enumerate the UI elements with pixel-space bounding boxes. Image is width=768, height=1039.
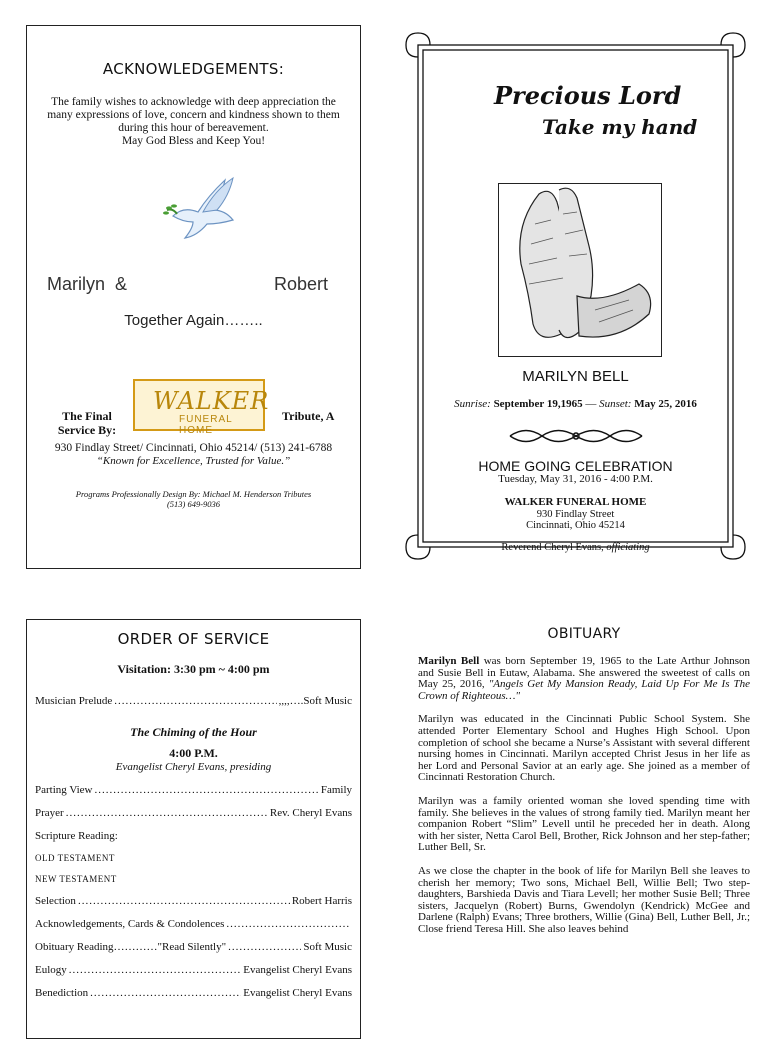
chiming-title: The Chiming of the Hour — [130, 725, 257, 739]
order-item-label: Parting View — [35, 784, 93, 796]
obituary-title: OBITUARY — [547, 626, 621, 642]
order-item-row — [35, 853, 352, 863]
praying-hands-image — [498, 183, 662, 357]
walker-logo-sub: FUNERAL HOME — [179, 414, 233, 436]
order-item-label: Prayer — [35, 807, 64, 819]
prelude-value: ,,,,….Soft Music — [278, 695, 352, 707]
order-item-row — [35, 918, 352, 930]
scroll-ornament-icon — [506, 425, 646, 447]
walker-logo — [133, 379, 270, 436]
order-item-value: Rev. Cheryl Evans — [269, 807, 352, 819]
venue-street: 930 Findlay Street — [536, 509, 615, 520]
service-date: Tuesday, May 31, 2016 - 4:00 P.M. — [498, 473, 653, 485]
order-item-value: Evangelist Cheryl Evans — [243, 987, 352, 999]
order-item-row — [35, 807, 352, 819]
tribute-text: Tribute, A — [282, 409, 335, 423]
chiming-time: 4:00 P.M. — [169, 746, 218, 760]
acknowledgements-panel — [26, 25, 361, 569]
designer-credit: Programs Professionally Design By: Michael M. Henderson Tributes — [75, 489, 312, 499]
order-title: ORDER OF SERVICE — [117, 630, 270, 648]
order-item-dots — [78, 895, 290, 907]
obituary-name: Marilyn Bell — [418, 655, 480, 667]
final-service-label: The Final Service By: — [57, 409, 117, 437]
order-item-label: Obituary Reading…………"Read Silently" — [35, 941, 227, 953]
order-item-label: Eulogy — [35, 964, 67, 976]
obituary-paragraph-2: Marilyn was educated in the Cincinnati Public School System. She attended Porter Elementary School and Hughes High School. Upon completion of school she became a Nurse’s Assistant with several different nursing homes in Cincinnati. Marilyn accepted Christ Jesus in her life as her Lord and Personal Savior at an early age. She joined as a member of Cincinnati Restoration Church. — [418, 713, 750, 784]
dates-line — [404, 398, 747, 410]
obituary-quote: "Angels Get My Mansion Ready, Laid Up For Me Is The Crown of Righteous…" — [418, 678, 750, 702]
officiant-name: Reverend Cheryl Evans, — [501, 542, 604, 553]
sunset-date: May 25, 2016 — [634, 398, 697, 410]
order-item-label: OLD TESTAMENT — [35, 853, 115, 863]
obituary-paragraph-1 — [418, 656, 750, 702]
order-item-value: Soft Music — [303, 941, 352, 953]
motto: “Known for Excellence, Trusted for Value.” — [96, 455, 291, 467]
blessing-text: May God Bless and Keep You! — [121, 135, 266, 147]
order-item-row — [35, 941, 352, 953]
order-item-row — [35, 874, 352, 884]
order-item-label: Acknowledgements, Cards & Condolences — [35, 918, 225, 930]
name-marilyn: Marilyn & — [47, 274, 128, 294]
order-item-value: Robert Harris — [291, 895, 352, 907]
dove-icon — [163, 176, 243, 242]
order-item-label: Selection — [35, 895, 76, 907]
walker-logo-main: WALKER — [153, 387, 270, 415]
acknowledgements-title: ACKNOWLEDGEMENTS: — [102, 60, 285, 78]
order-item-dots — [226, 918, 350, 930]
order-item-row — [35, 964, 352, 976]
cover-line2: Take my hand — [542, 115, 698, 139]
prelude-label: Musician Prelude — [35, 695, 113, 707]
obituary-paragraph-3: Marilyn was a family oriented woman she loved spending time with family. She believes in the values of strong family tied. Marilyn meant her companion Robert “Slim” Levell until he preceded her in death. Along with her sister, Netta Carol Bell, Brother, Rick Johnson and her step-father; Luther Bell, Sr. — [418, 794, 750, 854]
cover-line1: Precious Lord — [494, 81, 682, 110]
obituary-paragraph-4: As we close the chapter in the book of life for Marilyn Bell she leaves to cherish her memory; Two sons, Michael Bell, Willie Bell; Two step-daughters, Barshieda Davis and Tiara Levell; her mother Susie Bell; Three sisters, Jacquelyn (Robert) Burns, Gwendolyn (Kendrick) McGee and Darlene (Ralph) Evans; Three brothers, Willie (Gina) Bell, Luther Bell, Jr.; Close friend Teresa Hill. She also leaves behind — [418, 864, 750, 935]
order-item-dots — [66, 807, 268, 819]
order-item-row — [35, 987, 352, 999]
together-again: Together Again…….. — [124, 312, 263, 329]
obituary-p1-text: was born September 19, 1965 to the Late Arthur Johnson and Susie Bell in Eutaw, Alabama. She answered the sweetest of calls on May 25, 2016, — [418, 655, 750, 691]
order-item-label: Benediction — [35, 987, 89, 999]
celebration-title: HOME GOING CELEBRATION — [478, 458, 673, 474]
visitation-line: Visitation: 3:30 pm ~ 4:00 pm — [117, 662, 270, 676]
dates-dash: — — [585, 398, 597, 410]
officiating-label: officiating — [606, 542, 650, 553]
prelude-row — [35, 695, 352, 707]
deceased-name: MARILYN BELL — [522, 368, 629, 385]
order-item-value: Evangelist Cheryl Evans — [243, 964, 352, 976]
funeral-home-address: 930 Findlay Street/ Cincinnati, Ohio 45214/ (513) 241-6788 — [54, 442, 333, 454]
order-item-value: Family — [320, 784, 352, 796]
order-item-dots — [90, 987, 241, 999]
order-item-dots — [228, 941, 301, 953]
cover-panel — [404, 31, 747, 561]
praying-hands-icon — [499, 184, 661, 356]
name-robert: Robert — [273, 274, 328, 294]
sunrise-date: September 19,1965 — [493, 398, 583, 410]
sunset-label: Sunset: — [599, 398, 632, 410]
designer-phone: (513) 649-9036 — [166, 499, 221, 509]
order-item-label: NEW TESTAMENT — [35, 874, 117, 884]
venue-name: WALKER FUNERAL HOME — [504, 496, 647, 508]
prelude-dots — [114, 695, 276, 707]
order-item-label: Scripture Reading: — [35, 830, 118, 842]
acknowledgements-body: The family wishes to acknowledge with deep appreciation the many expressions of love, concern and kindness shown to them during this hour of bereavement. — [47, 96, 340, 134]
order-items — [27, 784, 360, 999]
order-item-dots — [95, 784, 319, 796]
obituary-panel — [418, 626, 750, 1024]
order-item-row — [35, 784, 352, 796]
order-of-service-panel — [26, 619, 361, 1039]
order-item-dots — [69, 964, 241, 976]
venue-city: Cincinnati, Ohio 45214 — [526, 520, 625, 531]
order-item-row — [35, 895, 352, 907]
officiant-line — [404, 542, 747, 553]
order-item-row — [35, 830, 352, 842]
presiding-line: Evangelist Cheryl Evans, presiding — [115, 761, 272, 773]
sunrise-label: Sunrise: — [454, 398, 491, 410]
